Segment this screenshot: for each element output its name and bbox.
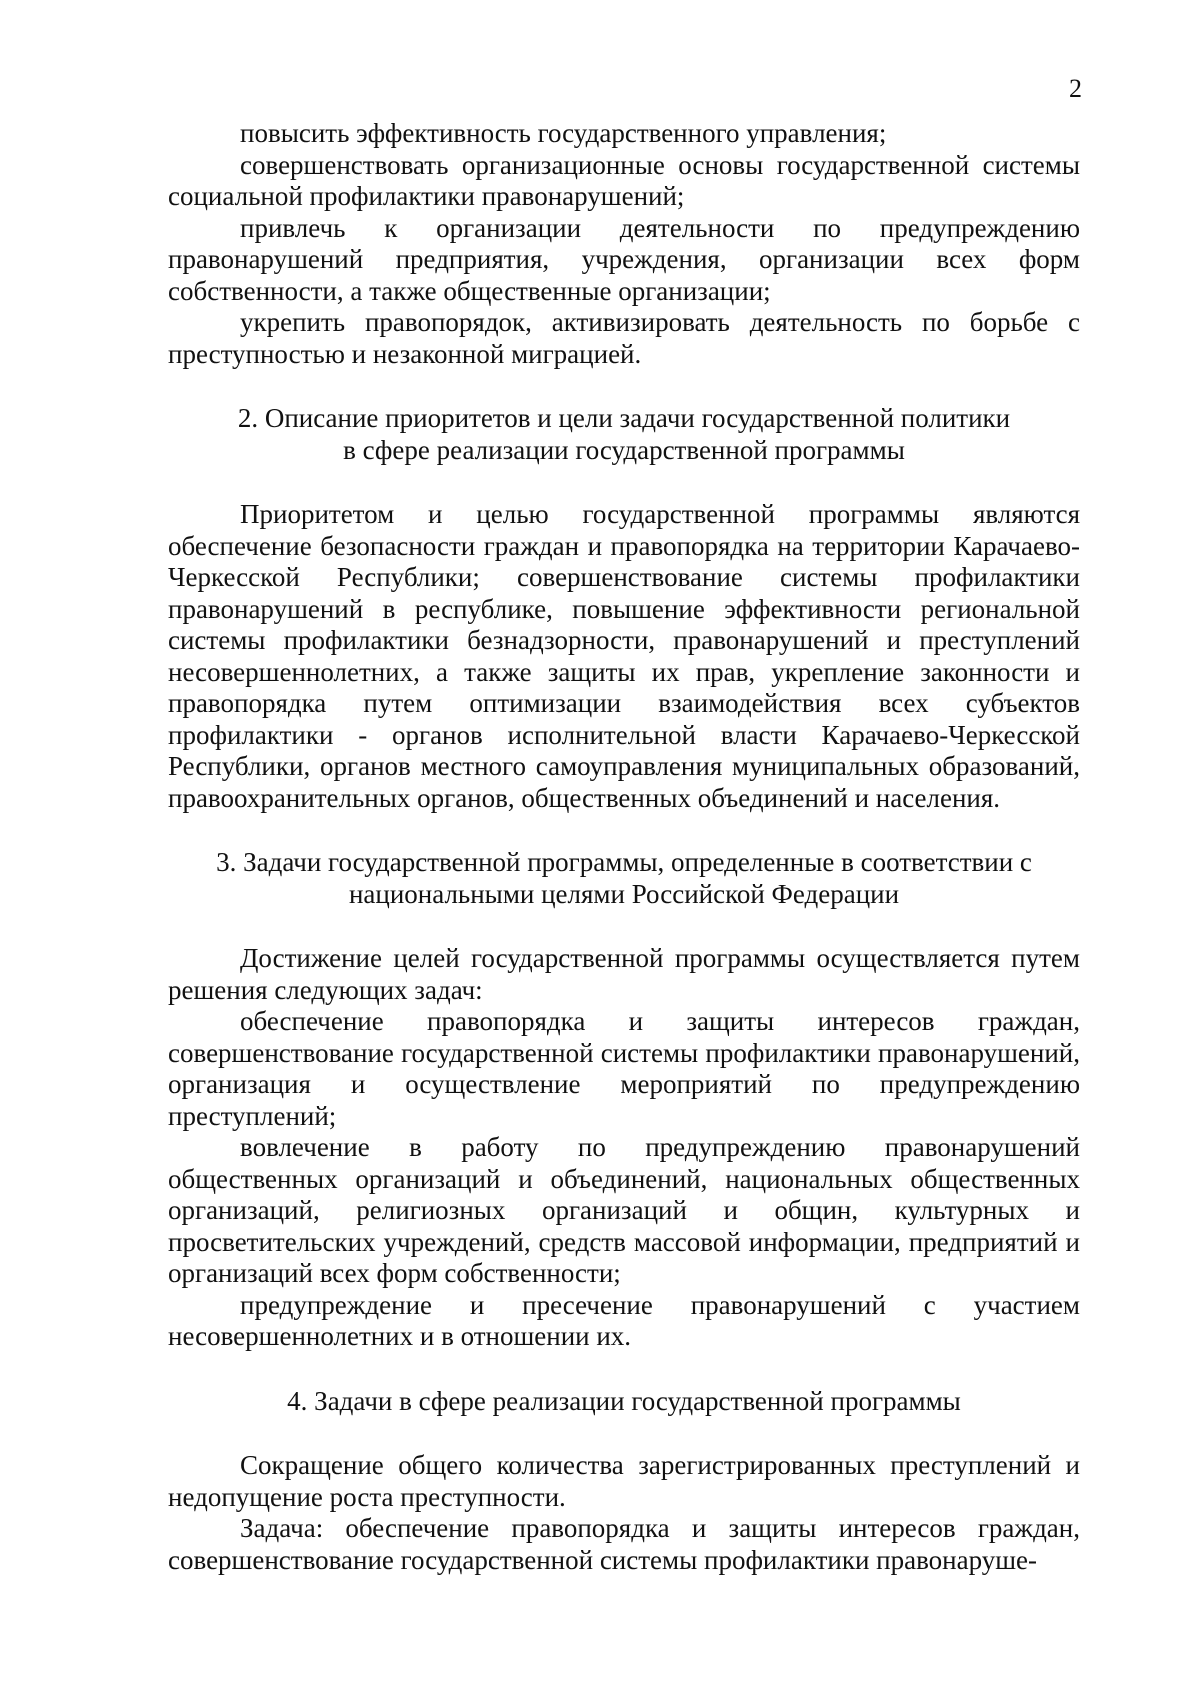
section-3-heading-line: национальными целями Российской Федерации <box>348 878 900 909</box>
section-3-paragraph: обеспечение правопорядка и защиты интересов граждан, совершенствование государственной системы профилактики правонарушений, организация и осуществление мероприятий по предупреждению преступлений; <box>168 1006 1080 1131</box>
intro-item: совершенствовать организационные основы государственной системы социальной профилактики правонарушений; <box>168 149 1080 211</box>
intro-item: привлечь к организации деятельности по предупреждению правонарушений предприятия, учреждения, организации всех форм собственности, а также общественные организации; <box>168 212 1080 306</box>
intro-item: повысить эффективность государственного управления; <box>240 118 887 148</box>
section-3-paragraph: вовлечение в работу по предупреждению правонарушений общественных организаций и объединений, национальных общественных организаций, религиозных организаций и общин, культурных и просветительских учреждений, средств массовой информации, предприятий и организаций всех форм собственности; <box>168 1132 1080 1288</box>
section-4-heading <box>168 1386 1080 1418</box>
section-2-heading-line: в сфере реализации государственной программы <box>343 434 905 465</box>
section-2-paragraph: Приоритетом и целью государственной программы являются обеспечение безопасности граждан и правопорядка на территории Карачаево-Черкесской Республики; совершенствование системы профилактики правонарушений в республике, повышение эффективности региональной системы профилактики безнадзорности, правонарушений и преступлений несовершеннолетних, а также защиты их прав, укрепление законности и правопорядка путем оптимизации взаимодействия всех субъектов профилактики - органов исполнительной власти Карачаево-Черкесской Республики, органов местного самоуправления муниципальных образований, правоохранительных органов, общественных объединений и населения. <box>168 499 1080 813</box>
intro-item: укрепить правопорядок, активизировать деятельность по борьбе с преступностью и незаконной миграцией. <box>168 307 1080 369</box>
page-number: 2 <box>1069 74 1082 103</box>
section-3-heading-line: 3. Задачи государственной программы, определенные в соответствии с <box>216 847 1032 877</box>
section-2-heading-line: 2. Описание приоритетов и цели задачи государственной политики <box>237 403 1011 433</box>
section-4-paragraph: Сокращение общего количества зарегистрированных преступлений и недопущение роста преступности. <box>168 1450 1080 1512</box>
section-3-paragraph: Достижение целей государственной программы осуществляется путем решения следующих задач: <box>168 943 1080 1005</box>
section-4-paragraph: Задача: обеспечение правопорядка и защиты интересов граждан, совершенствование государственной системы профилактики правонаруше- <box>168 1513 1080 1575</box>
section-2-heading <box>168 403 1080 466</box>
section-3-paragraph: предупреждение и пресечение правонарушений с участием несовершеннолетних и в отношении их. <box>168 1289 1080 1351</box>
section-4-heading-line: 4. Задачи в сфере реализации государственной программы <box>287 1385 961 1416</box>
section-3-heading <box>168 847 1080 910</box>
document-body <box>168 118 1080 1576</box>
